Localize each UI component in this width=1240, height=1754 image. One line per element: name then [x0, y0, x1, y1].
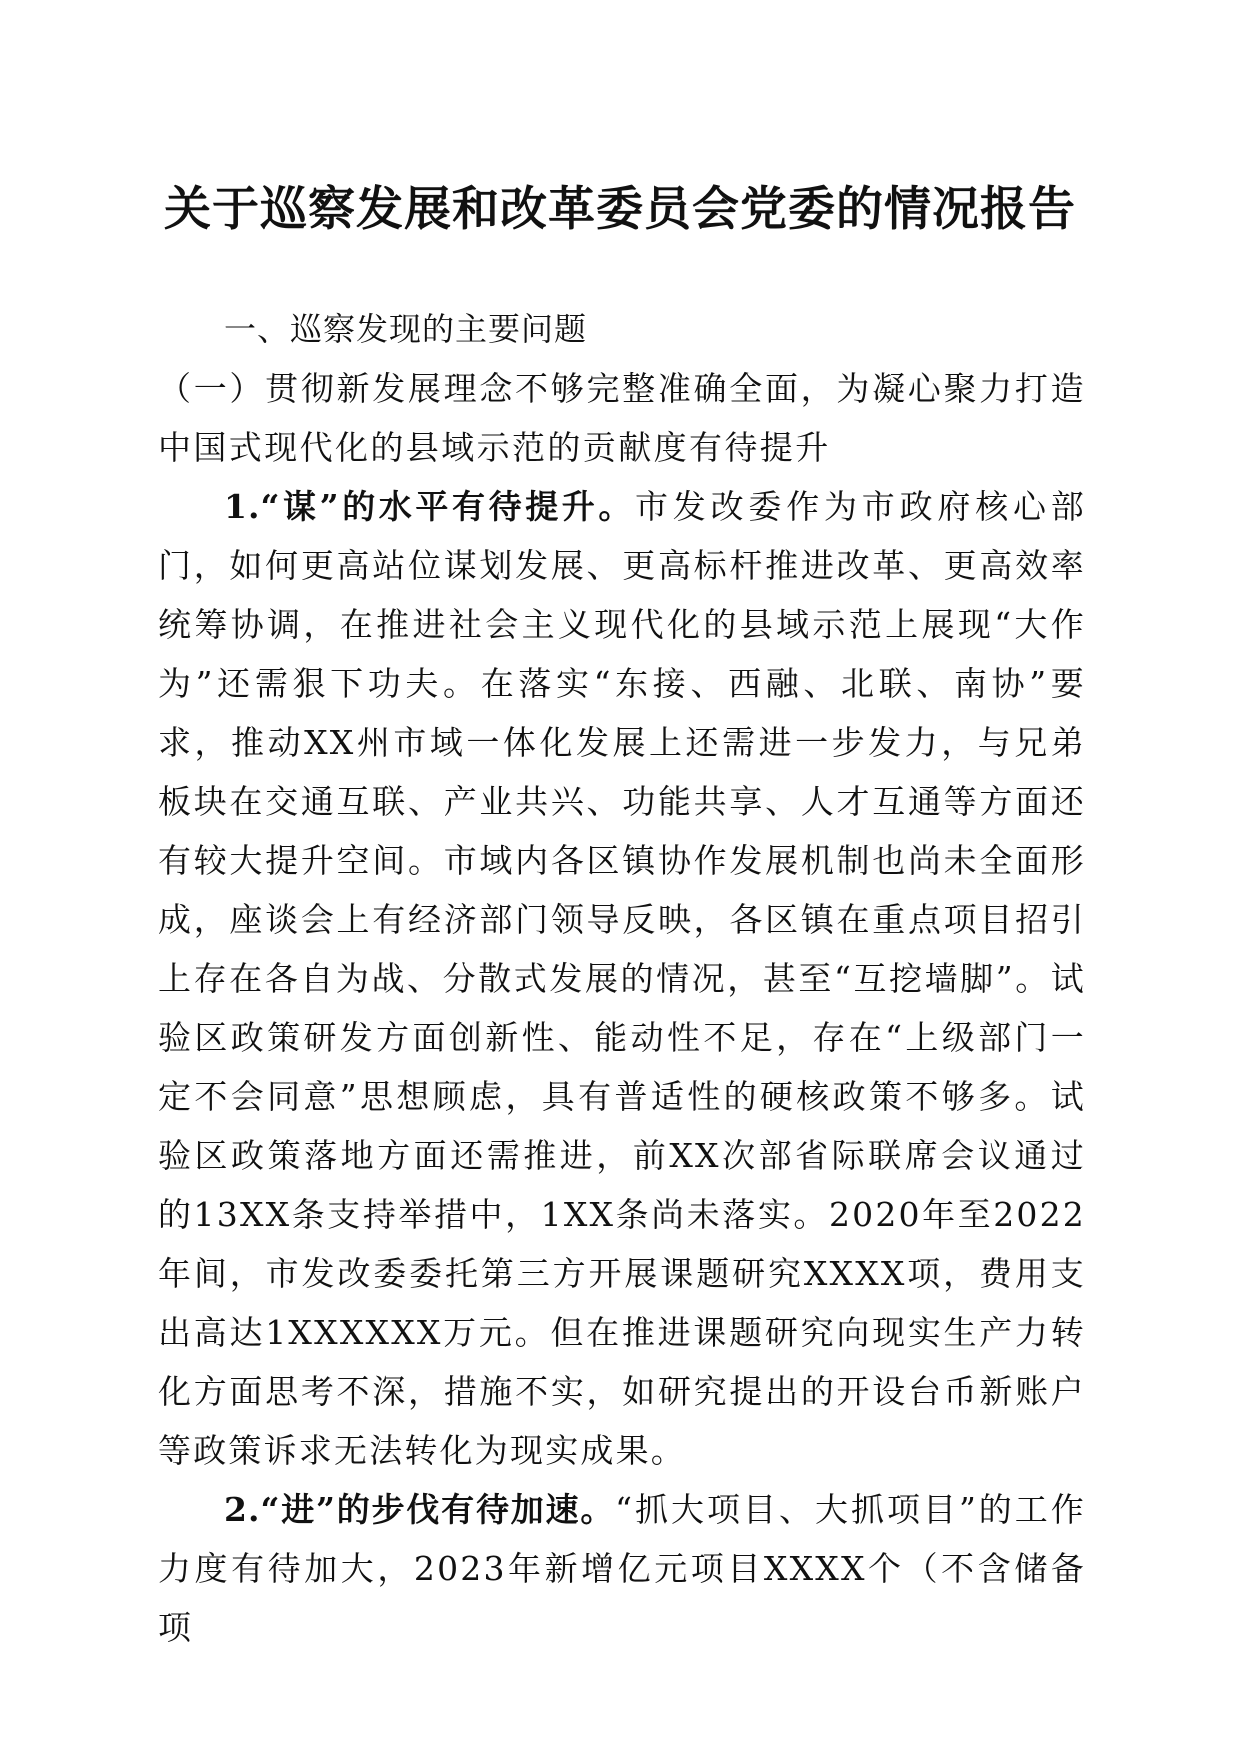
- document-title: 关于巡察发展和改革委员会党委的情况报告: [164, 182, 1076, 237]
- section-heading: 一、巡察发现的主要问题: [224, 310, 588, 348]
- paragraph-1-lead: 1.“谋”的水平有待提升。: [224, 487, 635, 526]
- paragraph-1-text: 市发改委作为市政府核心部门，如何更高站位谋划发展、更高标杆推进改革、更高效率统筹协调，在推进社会主义现代化的县域示范上展现“大作为”还需狠下功夫。在落实“东接、西融、北联、南协”要求，推动XX州市域一体化发展上还需进一步发力，与兄弟板块在交通互联、产业共兴、功能共享、人才互通等方面还有较大提升空间。市域内各区镇协作发展机制也尚未全面形成，座谈会上有经济部门领导反映，各区镇在重点项目招引上存在各自为战、分散式发展的情况，甚至“互挖墙脚”。试验区政策研发方面创新性、能动性不足，存在“上级部门一定不会同意”思想顾虑，具有普适性的硬核政策不够多。试验区政策落地方面还需推进，前XX次部省际联席会议通过的13XX条支持举措中，1XX条尚未落实。2020年至2022年间，市发改委委托第三方开展课题研究XXXX项，费用支出高达1XXXXXX万元。但在推进课题研究向现实生产力转化方面思考不深，措施不实，如研究提出的开设台币新账户等政策诉求无法转化为现实成果。: [158, 487, 1086, 1470]
- paragraph-2-lead: 2.“进”的步伐有待加速。: [224, 1490, 616, 1529]
- paragraph-2-text: “抓大项目、大抓项目”的工作力度有待加大，2023年新增亿元项目XXXX个（不含储备项: [158, 1490, 1086, 1647]
- document-body: [158, 300, 1086, 1657]
- subsection-heading: （一）贯彻新发展理念不够完整准确全面，为凝心聚力打造中国式现代化的县域示范的贡献度有待提升: [158, 369, 1086, 467]
- paragraph-1: [158, 477, 1086, 1480]
- paragraph-2: [158, 1480, 1086, 1657]
